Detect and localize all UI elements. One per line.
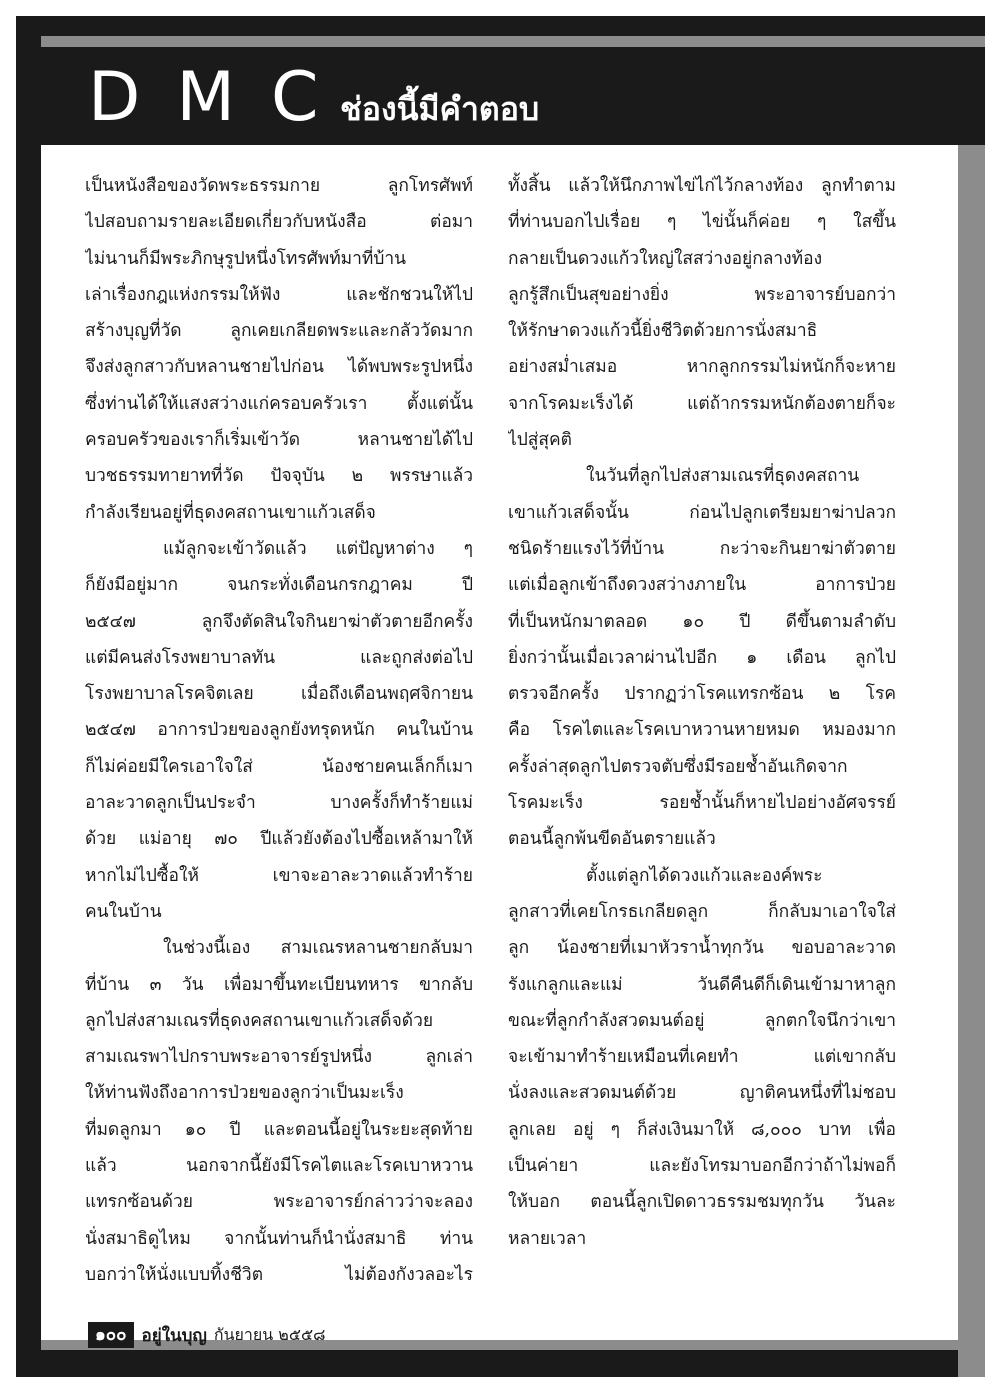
article-line: อย่างสม่ำเสมอ หากลูกกรรมไม่หนักก็จะหาย xyxy=(508,357,896,378)
article-line: คนในบ้าน xyxy=(85,901,162,922)
article-line: ตรวจอีกครั้ง ปรากฏว่าโรคแทรกซ้อน ๒ โรค xyxy=(508,684,896,705)
article-line: ครั้งล่าสุดลูกไปตรวจตับซึ่งมีรอยช้ำอันเกิดจาก xyxy=(508,756,848,777)
article-line: ลูกรู้สึกเป็นสุขอย่างยิ่ง พระอาจารย์บอกว่า xyxy=(508,284,896,305)
section-subtitle: ช่องนี้มีคำตอบ xyxy=(340,90,540,128)
article-line: ซึ่งท่านได้ให้แสงสว่างแก่ครอบครัวเรา ตั้งแต่นั้น xyxy=(85,393,473,414)
article-line: ในช่วงนี้เอง สามเณรหลานชายกลับมา xyxy=(163,938,473,959)
article-line: บวชธรรมทายาทที่วัด ปัจจุบัน ๒ พรรษาแล้ว xyxy=(85,466,473,487)
article-line: คือ โรคไตและโรคเบาหวานหายหมด หมองมาก xyxy=(508,720,896,741)
page-footer xyxy=(88,1320,325,1350)
article-line: รังแกลูกและแม่ วันดีคืนดีก็เดินเข้ามาหาลูก xyxy=(508,974,896,995)
article-line: ให้บอก ตอนนี้ลูกเปิดดาวธรรมชมทุกวัน วันละ xyxy=(508,1192,896,1213)
article-line: เขาแก้วเสด็จนั้น ก่อนไปลูกเตรียมยาฆ่าปลวก xyxy=(508,502,896,523)
article-line: เป็นค่ายา และยังโทรมาบอกอีกว่าถ้าไม่พอก็ xyxy=(508,1156,896,1177)
article-line: อาละวาดลูกเป็นประจำ บางครั้งก็ทำร้ายแม่ xyxy=(85,793,473,814)
article-line: ก็ไม่ค่อยมีใครเอาใจใส่ น้องชายคนเล็กก็เมา xyxy=(85,756,473,777)
article-line: สามเณรพาไปกราบพระอาจารย์รูปหนึ่ง ลูกเล่า xyxy=(85,1047,473,1068)
article-line: ตั้งแต่ลูกได้ดวงแก้วและองค์พระ xyxy=(586,865,823,886)
article-line: จากโรคมะเร็งได้ แต่ถ้ากรรมหนักต้องตายก็จะ xyxy=(508,393,896,414)
article-line: นั่งลงและสวดมนต์ด้วย ญาติคนหนึ่งที่ไม่ชอบ xyxy=(508,1083,896,1104)
article-line: ที่บ้าน ๓ วัน เพื่อมาขึ้นทะเบียนทหาร ขากลับ xyxy=(85,974,473,995)
article-line: โรงพยาบาลโรคจิตเลย เมื่อถึงเดือนพฤศจิกายน xyxy=(85,684,473,705)
article-line: ลูกสาวที่เคยโกรธเกลียดลูก ก็กลับมาเอาใจใส่ xyxy=(508,901,896,922)
article-line: หากไม่ไปซื้อให้ เขาจะอาละวาดแล้วทำร้าย xyxy=(85,865,473,886)
issue-date: กันยายน ๒๕๕๘ xyxy=(213,1324,326,1344)
article-line: ก็ยังมีอยู่มาก จนกระทั่งเดือนกรกฎาคม ปี xyxy=(85,575,473,596)
article-line: จะเข้ามาทำร้ายเหมือนที่เคยทำ แต่เขากลับ xyxy=(508,1047,896,1068)
article-line: แม้ลูกจะเข้าวัดแล้ว แต่ปัญหาต่าง ๆ xyxy=(163,538,473,559)
article-line: ชนิดร้ายแรงไว้ที่บ้าน กะว่าจะกินยาฆ่าตัวตาย xyxy=(508,538,896,559)
article-line: ให้รักษาดวงแก้วนี้ยิ่งชีวิตด้วยการนั่งสมาธิ xyxy=(508,321,818,342)
article-line: ในวันที่ลูกไปส่งสามเณรที่ธุดงคสถาน xyxy=(586,466,860,487)
article-line: ลูกเลย อยู่ ๆ ก็ส่งเงินมาให้ ๘,๐๐๐ บาท เพื่อ xyxy=(508,1119,896,1140)
article-line: ให้ท่านฟังถึงอาการป่วยของลูกว่าเป็นมะเร็ง xyxy=(85,1083,404,1104)
article-line: แทรกซ้อนด้วย พระอาจารย์กล่าวว่าจะลอง xyxy=(85,1192,473,1213)
section-logo: DMC xyxy=(88,58,355,137)
article-line: ๒๕๔๗ อาการป่วยของลูกยังทรุดหนัก คนในบ้าน xyxy=(85,720,473,741)
article-line: ด้วย แม่อายุ ๗๐ ปีแล้วยังต้องไปซื้อเหล้ามาให้ xyxy=(85,829,473,850)
article-line: ขณะที่ลูกกำลังสวดมนต์อยู่ ลูกตกใจนึกว่าเขา xyxy=(508,1010,896,1031)
article-line: บอกว่าให้นั่งแบบทิ้งชีวิต ไม่ต้องกังวลอะไร xyxy=(85,1264,473,1285)
page-number: ๑๐๐ xyxy=(88,1322,134,1348)
article-line: ไม่นานก็มีพระภิกษุรูปหนึ่งโทรศัพท์มาที่บ้าน xyxy=(85,248,407,269)
article-line: เล่าเรื่องกฎแห่งกรรมให้ฟัง และชักชวนให้ไป xyxy=(85,284,473,305)
article-line: ไปสู่สุคติ xyxy=(508,430,572,451)
magazine-name: อยู่ในบุญ xyxy=(141,1325,207,1346)
article-column-left xyxy=(85,168,473,1293)
article-line: ตอนนี้ลูกพ้นขีดอันตรายแล้ว xyxy=(508,829,716,850)
article-line: กลายเป็นดวงแก้วใหญ่ใสสว่างอยู่กลางท้อง xyxy=(508,248,823,269)
article-line: ที่ท่านบอกไปเรื่อย ๆ ไข่นั้นก็ค่อย ๆ ใสขึ้น xyxy=(508,212,896,233)
article-line: เป็นหนังสือของวัดพระธรรมกาย ลูกโทรศัพท์ xyxy=(85,176,473,196)
article-line: หลายเวลา xyxy=(508,1228,587,1249)
article-line: ไปสอบถามรายละเอียดเกี่ยวกับหนังสือ ต่อมา xyxy=(85,212,473,233)
article-line: ๒๕๔๗ ลูกจึงตัดสินใจกินยาฆ่าตัวตายอีกครั้ง xyxy=(85,611,473,632)
article-line: สร้างบุญที่วัด ลูกเคยเกลียดพระและกลัววัดมาก xyxy=(85,321,473,342)
article-line: แต่มีคนส่งโรงพยาบาลทัน และถูกส่งต่อไป xyxy=(85,647,473,668)
article-line: นั่งสมาธิดูไหม จากนั้นท่านก็นำนั่งสมาธิ ท่าน xyxy=(85,1228,473,1249)
article-line: ครอบครัวของเราก็เริ่มเข้าวัด หลานชายได้ไป xyxy=(85,430,473,451)
article-line: ที่เป็นหนักมาตลอด ๑๐ ปี ดีขึ้นตามลำดับ xyxy=(508,611,896,632)
article-line: ลูก น้องชายที่เมาหัวราน้ำทุกวัน ขอบอาละวาด xyxy=(508,938,896,959)
top-gray-band xyxy=(41,36,985,47)
article-line: โรคมะเร็ง รอยช้ำนั้นก็หายไปอย่างอัศจรรย์ xyxy=(508,793,896,814)
article-line: ยิ่งกว่านั้นเมื่อเวลาผ่านไปอีก ๑ เดือน ลูกไป xyxy=(508,647,896,668)
article-line: แล้ว นอกจากนี้ยังมีโรคไตและโรคเบาหวาน xyxy=(85,1156,473,1177)
article-line: ทั้งสิ้น แล้วให้นึกภาพไข่ไก่ไว้กลางท้อง ลูกทำตาม xyxy=(508,176,896,196)
article-line: ลูกไปส่งสามเณรที่ธุดงคสถานเขาแก้วเสด็จด้วย xyxy=(85,1010,434,1031)
article-line: ที่มดลูกมา ๑๐ ปี และตอนนี้อยู่ในระยะสุดท้าย xyxy=(85,1119,473,1140)
right-gray-band xyxy=(958,145,985,1377)
article-line: จึงส่งลูกสาวกับหลานชายไปก่อน ได้พบพระรูปหนึ่ง xyxy=(85,357,473,378)
article-column-right xyxy=(508,168,896,1257)
article-line: แต่เมื่อลูกเข้าถึงดวงสว่างภายใน อาการป่วย xyxy=(508,575,896,596)
article-line: กำลังเรียนอยู่ที่ธุดงคสถานเขาแก้วเสด็จ xyxy=(85,502,376,523)
